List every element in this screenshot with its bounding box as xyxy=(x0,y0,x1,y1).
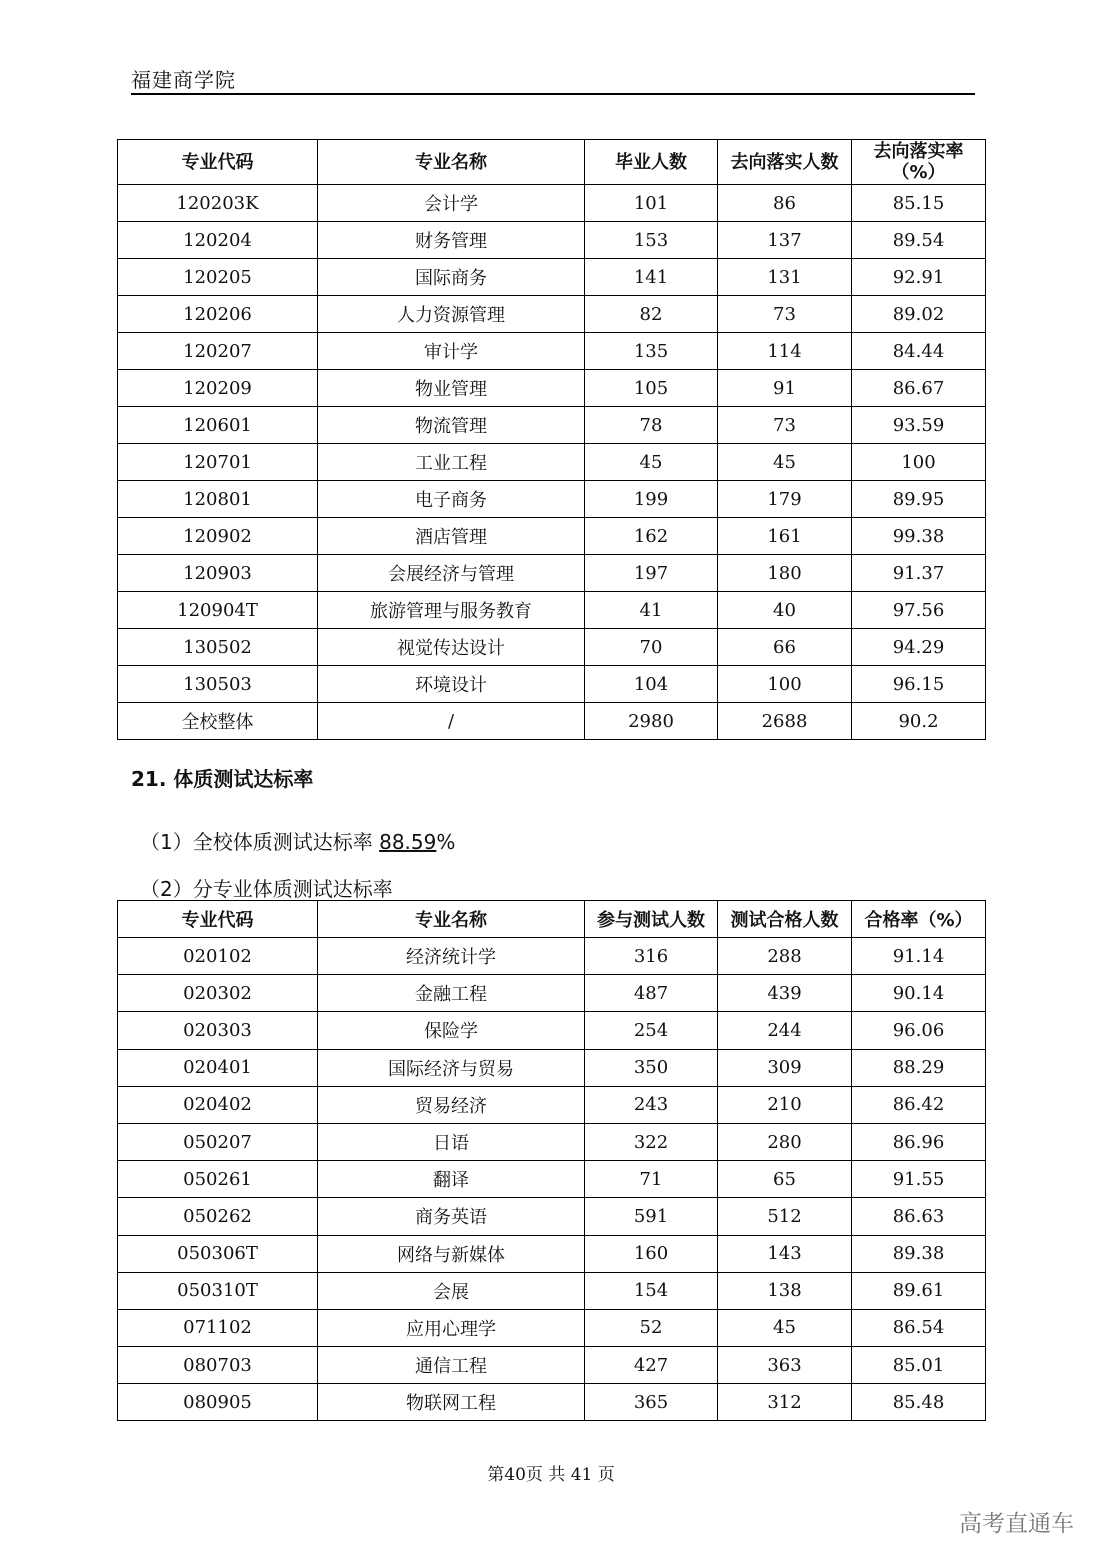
table-cell: 91.14 xyxy=(852,938,986,975)
table-cell: 94.29 xyxy=(852,629,986,666)
table-cell: 86.42 xyxy=(852,1086,986,1123)
table-cell: 酒店管理 xyxy=(318,518,585,555)
table-cell: 71 xyxy=(585,1161,718,1198)
table-cell: 物业管理 xyxy=(318,370,585,407)
table-cell: 254 xyxy=(585,1012,718,1049)
column-header: 去向落实人数 xyxy=(718,140,852,185)
table-cell: 国际商务 xyxy=(318,259,585,296)
table-cell: 89.95 xyxy=(852,481,986,518)
table-cell: 120904T xyxy=(118,592,318,629)
table-cell: 86.54 xyxy=(852,1309,986,1346)
table-row xyxy=(118,1198,986,1235)
table-header-row xyxy=(118,901,986,938)
table-row xyxy=(118,1347,986,1384)
table-cell: 89.61 xyxy=(852,1272,986,1309)
table-cell: 财务管理 xyxy=(318,222,585,259)
table-cell: 114 xyxy=(718,333,852,370)
table-row xyxy=(118,555,986,592)
table-cell: 70 xyxy=(585,629,718,666)
table-cell: 会展经济与管理 xyxy=(318,555,585,592)
table-cell: 143 xyxy=(718,1235,852,1272)
table-row xyxy=(118,1161,986,1198)
table-cell: 427 xyxy=(585,1347,718,1384)
table-cell: 350 xyxy=(585,1049,718,1086)
table-cell: 050262 xyxy=(118,1198,318,1235)
table-cell: 020303 xyxy=(118,1012,318,1049)
table-row xyxy=(118,1123,986,1160)
table-cell: 050207 xyxy=(118,1123,318,1160)
table-cell: 通信工程 xyxy=(318,1347,585,1384)
table-cell: 138 xyxy=(718,1272,852,1309)
table-cell: 99.38 xyxy=(852,518,986,555)
table-cell: 贸易经济 xyxy=(318,1086,585,1123)
table-cell: 322 xyxy=(585,1123,718,1160)
table-row xyxy=(118,1384,986,1421)
table-cell: 020302 xyxy=(118,975,318,1012)
table-cell: 312 xyxy=(718,1384,852,1421)
table-cell: 85.01 xyxy=(852,1347,986,1384)
table-cell: 会展 xyxy=(318,1272,585,1309)
table-cell: 45 xyxy=(718,1309,852,1346)
table-cell: 050310T xyxy=(118,1272,318,1309)
table-cell: 243 xyxy=(585,1086,718,1123)
table-row xyxy=(118,1012,986,1049)
table-cell: 85.15 xyxy=(852,185,986,222)
table-cell: 90.14 xyxy=(852,975,986,1012)
table-row xyxy=(118,481,986,518)
table-cell: 120203K xyxy=(118,185,318,222)
table-cell: 120204 xyxy=(118,222,318,259)
table-cell: 84.44 xyxy=(852,333,986,370)
table-cell: 商务英语 xyxy=(318,1198,585,1235)
table-cell: 288 xyxy=(718,938,852,975)
table-cell: 160 xyxy=(585,1235,718,1272)
table-cell: 电子商务 xyxy=(318,481,585,518)
table-cell: 40 xyxy=(718,592,852,629)
table-cell: 199 xyxy=(585,481,718,518)
table-cell: 物流管理 xyxy=(318,407,585,444)
table-cell: 92.91 xyxy=(852,259,986,296)
table-cell: 88.29 xyxy=(852,1049,986,1086)
table-cell: 135 xyxy=(585,333,718,370)
table-row xyxy=(118,185,986,222)
table-cell: 96.15 xyxy=(852,666,986,703)
table-cell: 197 xyxy=(585,555,718,592)
table-cell: 86 xyxy=(718,185,852,222)
table-cell: 020402 xyxy=(118,1086,318,1123)
table-cell: 280 xyxy=(718,1123,852,1160)
table-cell: 120205 xyxy=(118,259,318,296)
table-cell: 439 xyxy=(718,975,852,1012)
table-cell: 应用心理学 xyxy=(318,1309,585,1346)
table-cell: 41 xyxy=(585,592,718,629)
table-cell: 363 xyxy=(718,1347,852,1384)
table-cell: 82 xyxy=(585,296,718,333)
table-cell: 120209 xyxy=(118,370,318,407)
table-cell: 经济统计学 xyxy=(318,938,585,975)
table-cell: 96.06 xyxy=(852,1012,986,1049)
column-header: 毕业人数 xyxy=(585,140,718,185)
table-row xyxy=(118,1086,986,1123)
table-cell: 080703 xyxy=(118,1347,318,1384)
table-cell: 120902 xyxy=(118,518,318,555)
table-cell: 141 xyxy=(585,259,718,296)
table-row xyxy=(118,259,986,296)
table-cell: 91.55 xyxy=(852,1161,986,1198)
table-cell: 179 xyxy=(718,481,852,518)
table-row xyxy=(118,370,986,407)
section-heading: 21. 体质测试达标率 xyxy=(131,767,314,791)
table-cell: 050261 xyxy=(118,1161,318,1198)
table-cell: 487 xyxy=(585,975,718,1012)
table-cell: 人力资源管理 xyxy=(318,296,585,333)
page-footer: 第40页 共 41 页 xyxy=(487,1465,615,1485)
table-cell: 环境设计 xyxy=(318,666,585,703)
table-cell: 审计学 xyxy=(318,333,585,370)
watermark: 高考直通车 xyxy=(959,1511,1074,1537)
table-cell: 93.59 xyxy=(852,407,986,444)
table-cell: 309 xyxy=(718,1049,852,1086)
table-row xyxy=(118,703,986,740)
table-row xyxy=(118,407,986,444)
table-row xyxy=(118,666,986,703)
table-cell: 91 xyxy=(718,370,852,407)
table-row xyxy=(118,629,986,666)
table-cell: 89.02 xyxy=(852,296,986,333)
table-cell: 日语 xyxy=(318,1123,585,1160)
table-cell: 120207 xyxy=(118,333,318,370)
table-cell: 050306T xyxy=(118,1235,318,1272)
table-row xyxy=(118,1272,986,1309)
column-header: 专业代码 xyxy=(118,901,318,938)
column-header: 去向落实率（%） xyxy=(852,140,986,185)
table-cell: 130502 xyxy=(118,629,318,666)
table-cell: 020401 xyxy=(118,1049,318,1086)
table-row xyxy=(118,1235,986,1272)
table-row xyxy=(118,938,986,975)
table-cell: 45 xyxy=(718,444,852,481)
table-cell: 020102 xyxy=(118,938,318,975)
table-cell: 161 xyxy=(718,518,852,555)
table-cell: 2980 xyxy=(585,703,718,740)
table-row xyxy=(118,592,986,629)
table-row xyxy=(118,1049,986,1086)
table-cell: 90.2 xyxy=(852,703,986,740)
overall-fitness-suffix: % xyxy=(436,830,456,854)
table-cell: 视觉传达设计 xyxy=(318,629,585,666)
table-cell: 120801 xyxy=(118,481,318,518)
employment-table xyxy=(117,139,986,740)
table-cell: 保险学 xyxy=(318,1012,585,1049)
table-cell: 物联网工程 xyxy=(318,1384,585,1421)
table-cell: 86.67 xyxy=(852,370,986,407)
table-cell: 65 xyxy=(718,1161,852,1198)
overall-fitness-value: 88.59 xyxy=(379,830,437,854)
table-header-row xyxy=(118,140,986,185)
table-cell: 120601 xyxy=(118,407,318,444)
table-cell: 244 xyxy=(718,1012,852,1049)
table-row xyxy=(118,1309,986,1346)
table-cell: 73 xyxy=(718,407,852,444)
table-cell: 国际经济与贸易 xyxy=(318,1049,585,1086)
table-cell: 45 xyxy=(585,444,718,481)
column-header: 合格率（%） xyxy=(852,901,986,938)
table-cell: 120701 xyxy=(118,444,318,481)
table-cell: 78 xyxy=(585,407,718,444)
table-cell: 旅游管理与服务教育 xyxy=(318,592,585,629)
table-cell: 512 xyxy=(718,1198,852,1235)
table-cell: 97.56 xyxy=(852,592,986,629)
by-major-fitness-label: （2）分专业体质测试达标率 xyxy=(140,877,393,901)
table-cell: 73 xyxy=(718,296,852,333)
table-cell: 210 xyxy=(718,1086,852,1123)
table-cell: 131 xyxy=(718,259,852,296)
table-cell: 316 xyxy=(585,938,718,975)
table-cell: 89.54 xyxy=(852,222,986,259)
table-cell: 180 xyxy=(718,555,852,592)
table-cell: 105 xyxy=(585,370,718,407)
column-header: 专业名称 xyxy=(318,901,585,938)
overall-fitness-label: （1）全校体质测试达标率 xyxy=(140,830,380,854)
table-row xyxy=(118,296,986,333)
table-cell: 080905 xyxy=(118,1384,318,1421)
table-cell: 591 xyxy=(585,1198,718,1235)
table-cell: 会计学 xyxy=(318,185,585,222)
column-header: 专业名称 xyxy=(318,140,585,185)
table-cell: / xyxy=(318,703,585,740)
header-rule xyxy=(131,93,975,95)
table-cell: 130503 xyxy=(118,666,318,703)
table-row xyxy=(118,518,986,555)
table-cell: 金融工程 xyxy=(318,975,585,1012)
table-cell: 66 xyxy=(718,629,852,666)
table-cell: 工业工程 xyxy=(318,444,585,481)
table-cell: 100 xyxy=(718,666,852,703)
table-cell: 120903 xyxy=(118,555,318,592)
column-header: 专业代码 xyxy=(118,140,318,185)
header-title: 福建商学院 xyxy=(131,68,236,92)
table-cell: 全校整体 xyxy=(118,703,318,740)
table-cell: 100 xyxy=(852,444,986,481)
table-cell: 翻译 xyxy=(318,1161,585,1198)
table-cell: 137 xyxy=(718,222,852,259)
table-cell: 071102 xyxy=(118,1309,318,1346)
table-cell: 120206 xyxy=(118,296,318,333)
table-cell: 85.48 xyxy=(852,1384,986,1421)
table-row xyxy=(118,444,986,481)
table-cell: 154 xyxy=(585,1272,718,1309)
table-row xyxy=(118,333,986,370)
table-cell: 91.37 xyxy=(852,555,986,592)
table-cell: 162 xyxy=(585,518,718,555)
table-cell: 2688 xyxy=(718,703,852,740)
column-header: 参与测试人数 xyxy=(585,901,718,938)
table-cell: 网络与新媒体 xyxy=(318,1235,585,1272)
table-cell: 52 xyxy=(585,1309,718,1346)
table-cell: 101 xyxy=(585,185,718,222)
table-row xyxy=(118,222,986,259)
table-cell: 86.63 xyxy=(852,1198,986,1235)
table-cell: 104 xyxy=(585,666,718,703)
fitness-table xyxy=(117,900,986,1421)
table-cell: 89.38 xyxy=(852,1235,986,1272)
table-cell: 153 xyxy=(585,222,718,259)
table-cell: 365 xyxy=(585,1384,718,1421)
table-cell: 86.96 xyxy=(852,1123,986,1160)
table-row xyxy=(118,975,986,1012)
overall-fitness-rate xyxy=(140,826,455,855)
column-header: 测试合格人数 xyxy=(718,901,852,938)
